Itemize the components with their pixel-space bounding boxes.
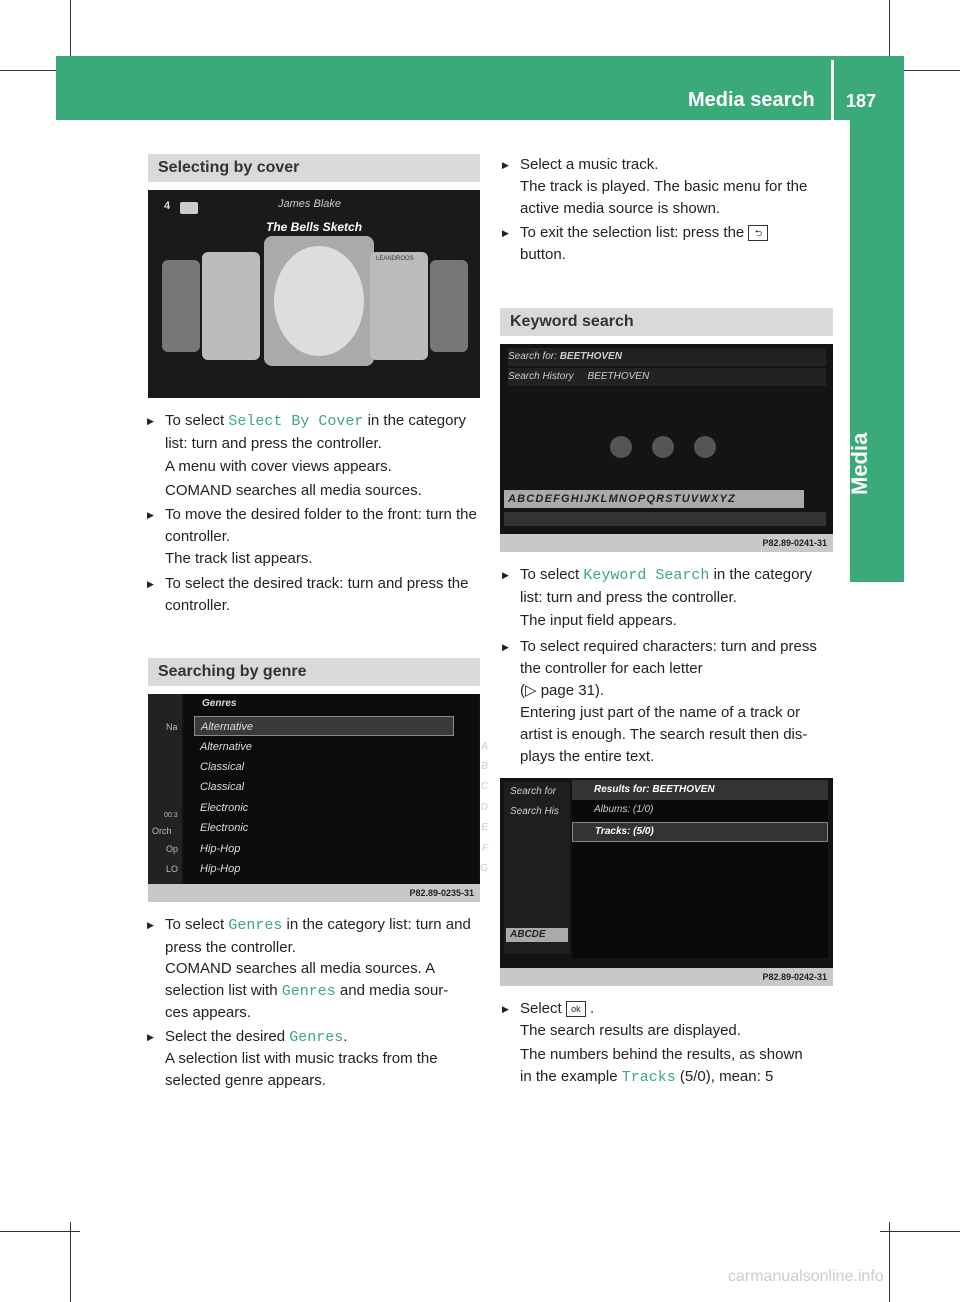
left-label: Na bbox=[166, 722, 178, 732]
result-albums[interactable]: Albums: (1/0) bbox=[594, 804, 654, 815]
code-label: Genres bbox=[228, 917, 283, 934]
cover-screenshot bbox=[148, 190, 480, 398]
text: To select bbox=[165, 412, 229, 429]
section-title-cover: Selecting by cover bbox=[148, 154, 480, 182]
usb-icon bbox=[694, 436, 716, 458]
keyword-step-1 bbox=[520, 564, 836, 609]
genre-row[interactable] bbox=[184, 757, 494, 777]
cover-result-3: The track list appears. bbox=[165, 550, 313, 567]
music-step-2 bbox=[520, 222, 836, 244]
genre-name: Electronic bbox=[200, 822, 249, 834]
left-item: Search His bbox=[510, 806, 559, 817]
left-label: Op bbox=[166, 844, 179, 854]
keyword-result-1: The input field appears. bbox=[520, 612, 677, 629]
keyword-screenshot bbox=[500, 344, 833, 552]
results-panel bbox=[572, 780, 828, 958]
genre-name: Hip-Hop bbox=[200, 843, 241, 855]
genre-name: Classical bbox=[200, 781, 245, 793]
text: Select the desired bbox=[165, 1028, 290, 1045]
crop-mark bbox=[70, 1222, 71, 1302]
crop-mark bbox=[889, 1222, 890, 1302]
screenshot-caption: P82.89-0242-31 bbox=[500, 968, 833, 986]
genre-name: Electronic bbox=[200, 802, 249, 814]
index-letter: B bbox=[481, 761, 488, 772]
search-value: BEETHOVEN bbox=[559, 351, 622, 362]
genre-row-selected[interactable] bbox=[194, 716, 454, 736]
results-result-1: The search results are displayed. bbox=[520, 1022, 741, 1039]
usb-icon bbox=[610, 436, 632, 458]
genre-result-4: A selection list with music tracks from the selected genre appears. bbox=[165, 1050, 438, 1089]
cover-left bbox=[202, 252, 260, 360]
cover-index: 4 bbox=[164, 200, 171, 212]
section-title-genre: Searching by genre bbox=[148, 658, 480, 686]
text: (5/0), mean: 5 bbox=[675, 1068, 774, 1085]
results-result-3 bbox=[520, 1066, 836, 1089]
text: Search for: bbox=[508, 351, 557, 362]
text: and media sour- bbox=[335, 982, 449, 999]
genre-name: Alternative bbox=[200, 741, 252, 753]
code-label: Genres bbox=[289, 1029, 344, 1046]
section-title-keyword: Keyword search bbox=[500, 308, 833, 336]
genre-row[interactable] bbox=[184, 737, 494, 757]
cover-center bbox=[264, 236, 374, 366]
cover-album: The Bells Sketch bbox=[266, 220, 363, 234]
index-letter: G bbox=[480, 863, 488, 874]
genre-left-panel bbox=[148, 694, 182, 884]
cover-right-label: LEANDROOS bbox=[376, 256, 414, 262]
keyboard-row bbox=[504, 512, 826, 526]
screenshot-caption: P82.89-0241-31 bbox=[500, 534, 833, 552]
text: in the category list: turn and press the controller. bbox=[165, 412, 466, 452]
code-label: Select By Cover bbox=[228, 413, 364, 430]
index-letter: A bbox=[481, 741, 488, 752]
cover-left-far bbox=[162, 260, 200, 352]
cd-disc-icon bbox=[274, 246, 364, 356]
history-value: BEETHOVEN bbox=[587, 371, 650, 382]
results-step-1: ▶ Select ok . bbox=[520, 998, 836, 1020]
music-result-2: button. bbox=[520, 246, 566, 263]
genre-row[interactable] bbox=[184, 859, 494, 879]
results-result-2: The numbers behind the results, as shown bbox=[520, 1046, 803, 1063]
cover-step-3: ▶ To select the desired track: turn and press the controller. bbox=[165, 573, 483, 617]
genre-row[interactable] bbox=[184, 818, 494, 838]
left-label: 00:3 bbox=[164, 812, 178, 819]
cover-result-1: A menu with cover views appears. bbox=[165, 458, 392, 475]
text: To select bbox=[165, 916, 229, 933]
search-for-row bbox=[508, 348, 826, 366]
keyword-result-2: Entering just part of the name of a track or artist is enough. The search result then dis- bbox=[520, 704, 808, 743]
left-label: Orch bbox=[152, 826, 172, 836]
text: Search History bbox=[508, 371, 574, 382]
ok-icon: ok bbox=[566, 1001, 586, 1017]
cover-right bbox=[370, 252, 428, 360]
header-separator bbox=[831, 60, 834, 120]
index-letter: F bbox=[481, 843, 488, 854]
page-title: Media search bbox=[688, 89, 815, 111]
left-label: LO bbox=[166, 864, 179, 874]
abc-bar[interactable]: ABCDE bbox=[506, 928, 568, 942]
genre-name: Alternative bbox=[201, 721, 253, 733]
text: in the category list: turn and press the controller. bbox=[165, 916, 471, 956]
cover-step-2: ▶ To move the desired folder to the front: turn the controller. bbox=[165, 504, 483, 548]
cover-step-1 bbox=[165, 410, 483, 455]
index-letter: E bbox=[481, 822, 488, 833]
back-button-icon: ⮌ bbox=[748, 225, 768, 241]
genre-name: Hip-Hop bbox=[200, 863, 241, 875]
keyword-result-3: plays the entire text. bbox=[520, 748, 655, 765]
search-history-row bbox=[508, 368, 826, 386]
index-letter: D bbox=[480, 802, 488, 813]
genre-result-3: ces appears. bbox=[165, 1004, 251, 1021]
keyword-step-2: ▶ To select required characters: turn and press the controller for each letter bbox=[520, 636, 836, 680]
genre-row[interactable] bbox=[184, 777, 494, 797]
text: Select bbox=[520, 1000, 562, 1017]
code-label: Keyword Search bbox=[583, 567, 710, 584]
genre-name: Classical bbox=[200, 761, 245, 773]
text: in the example bbox=[520, 1068, 622, 1085]
genre-step-1 bbox=[165, 914, 483, 959]
genre-list bbox=[184, 694, 488, 884]
keyword-page-ref: (▷ page 31). bbox=[520, 682, 605, 699]
results-left-panel bbox=[504, 782, 570, 954]
side-tab-label: Media bbox=[847, 432, 872, 495]
text: To exit the selection list: press the bbox=[520, 224, 745, 241]
text: . bbox=[343, 1028, 348, 1045]
music-step-1: ▶ Select a music track. bbox=[520, 154, 836, 176]
page-number: 187 bbox=[846, 91, 877, 111]
left-item: Search for bbox=[510, 786, 557, 797]
crop-mark bbox=[880, 1231, 960, 1232]
crop-mark bbox=[0, 1231, 80, 1232]
folder-icon bbox=[180, 202, 198, 214]
hdd-icon bbox=[652, 436, 674, 458]
genre-step-2 bbox=[165, 1026, 483, 1049]
code-label: Genres bbox=[281, 983, 336, 1000]
text: To select bbox=[520, 566, 584, 583]
text: in the category list: turn and press the controller. bbox=[520, 566, 812, 606]
alphabet-bar[interactable]: ABCDEFGHIJKLMNOPQRSTUVWXYZ bbox=[504, 490, 804, 508]
genre-row[interactable] bbox=[184, 839, 494, 859]
music-result-1: The track is played. The basic menu for the active media source is shown. bbox=[520, 178, 808, 217]
code-label: Tracks bbox=[621, 1069, 676, 1086]
cover-result-2: COMAND searches all media sources. bbox=[165, 482, 422, 499]
cover-right-far bbox=[430, 260, 468, 352]
genre-header: Genres bbox=[202, 698, 237, 709]
genre-row[interactable] bbox=[184, 798, 494, 818]
side-tab bbox=[850, 120, 904, 582]
results-screenshot bbox=[500, 778, 833, 986]
result-tracks[interactable]: Tracks: (5/0) bbox=[572, 822, 828, 842]
text: selection list with bbox=[165, 982, 282, 999]
genre-screenshot bbox=[148, 694, 488, 902]
screenshot-caption: P82.89-0235-31 bbox=[148, 884, 480, 902]
results-header: Results for: BEETHOVEN bbox=[572, 780, 828, 800]
cover-artist: James Blake bbox=[278, 198, 341, 210]
genre-result-2 bbox=[165, 980, 483, 1003]
index-letter: C bbox=[480, 781, 488, 792]
footer-watermark: carmanualsonline.info bbox=[728, 1268, 884, 1285]
genre-result-1: COMAND searches all media sources. A bbox=[165, 960, 436, 977]
